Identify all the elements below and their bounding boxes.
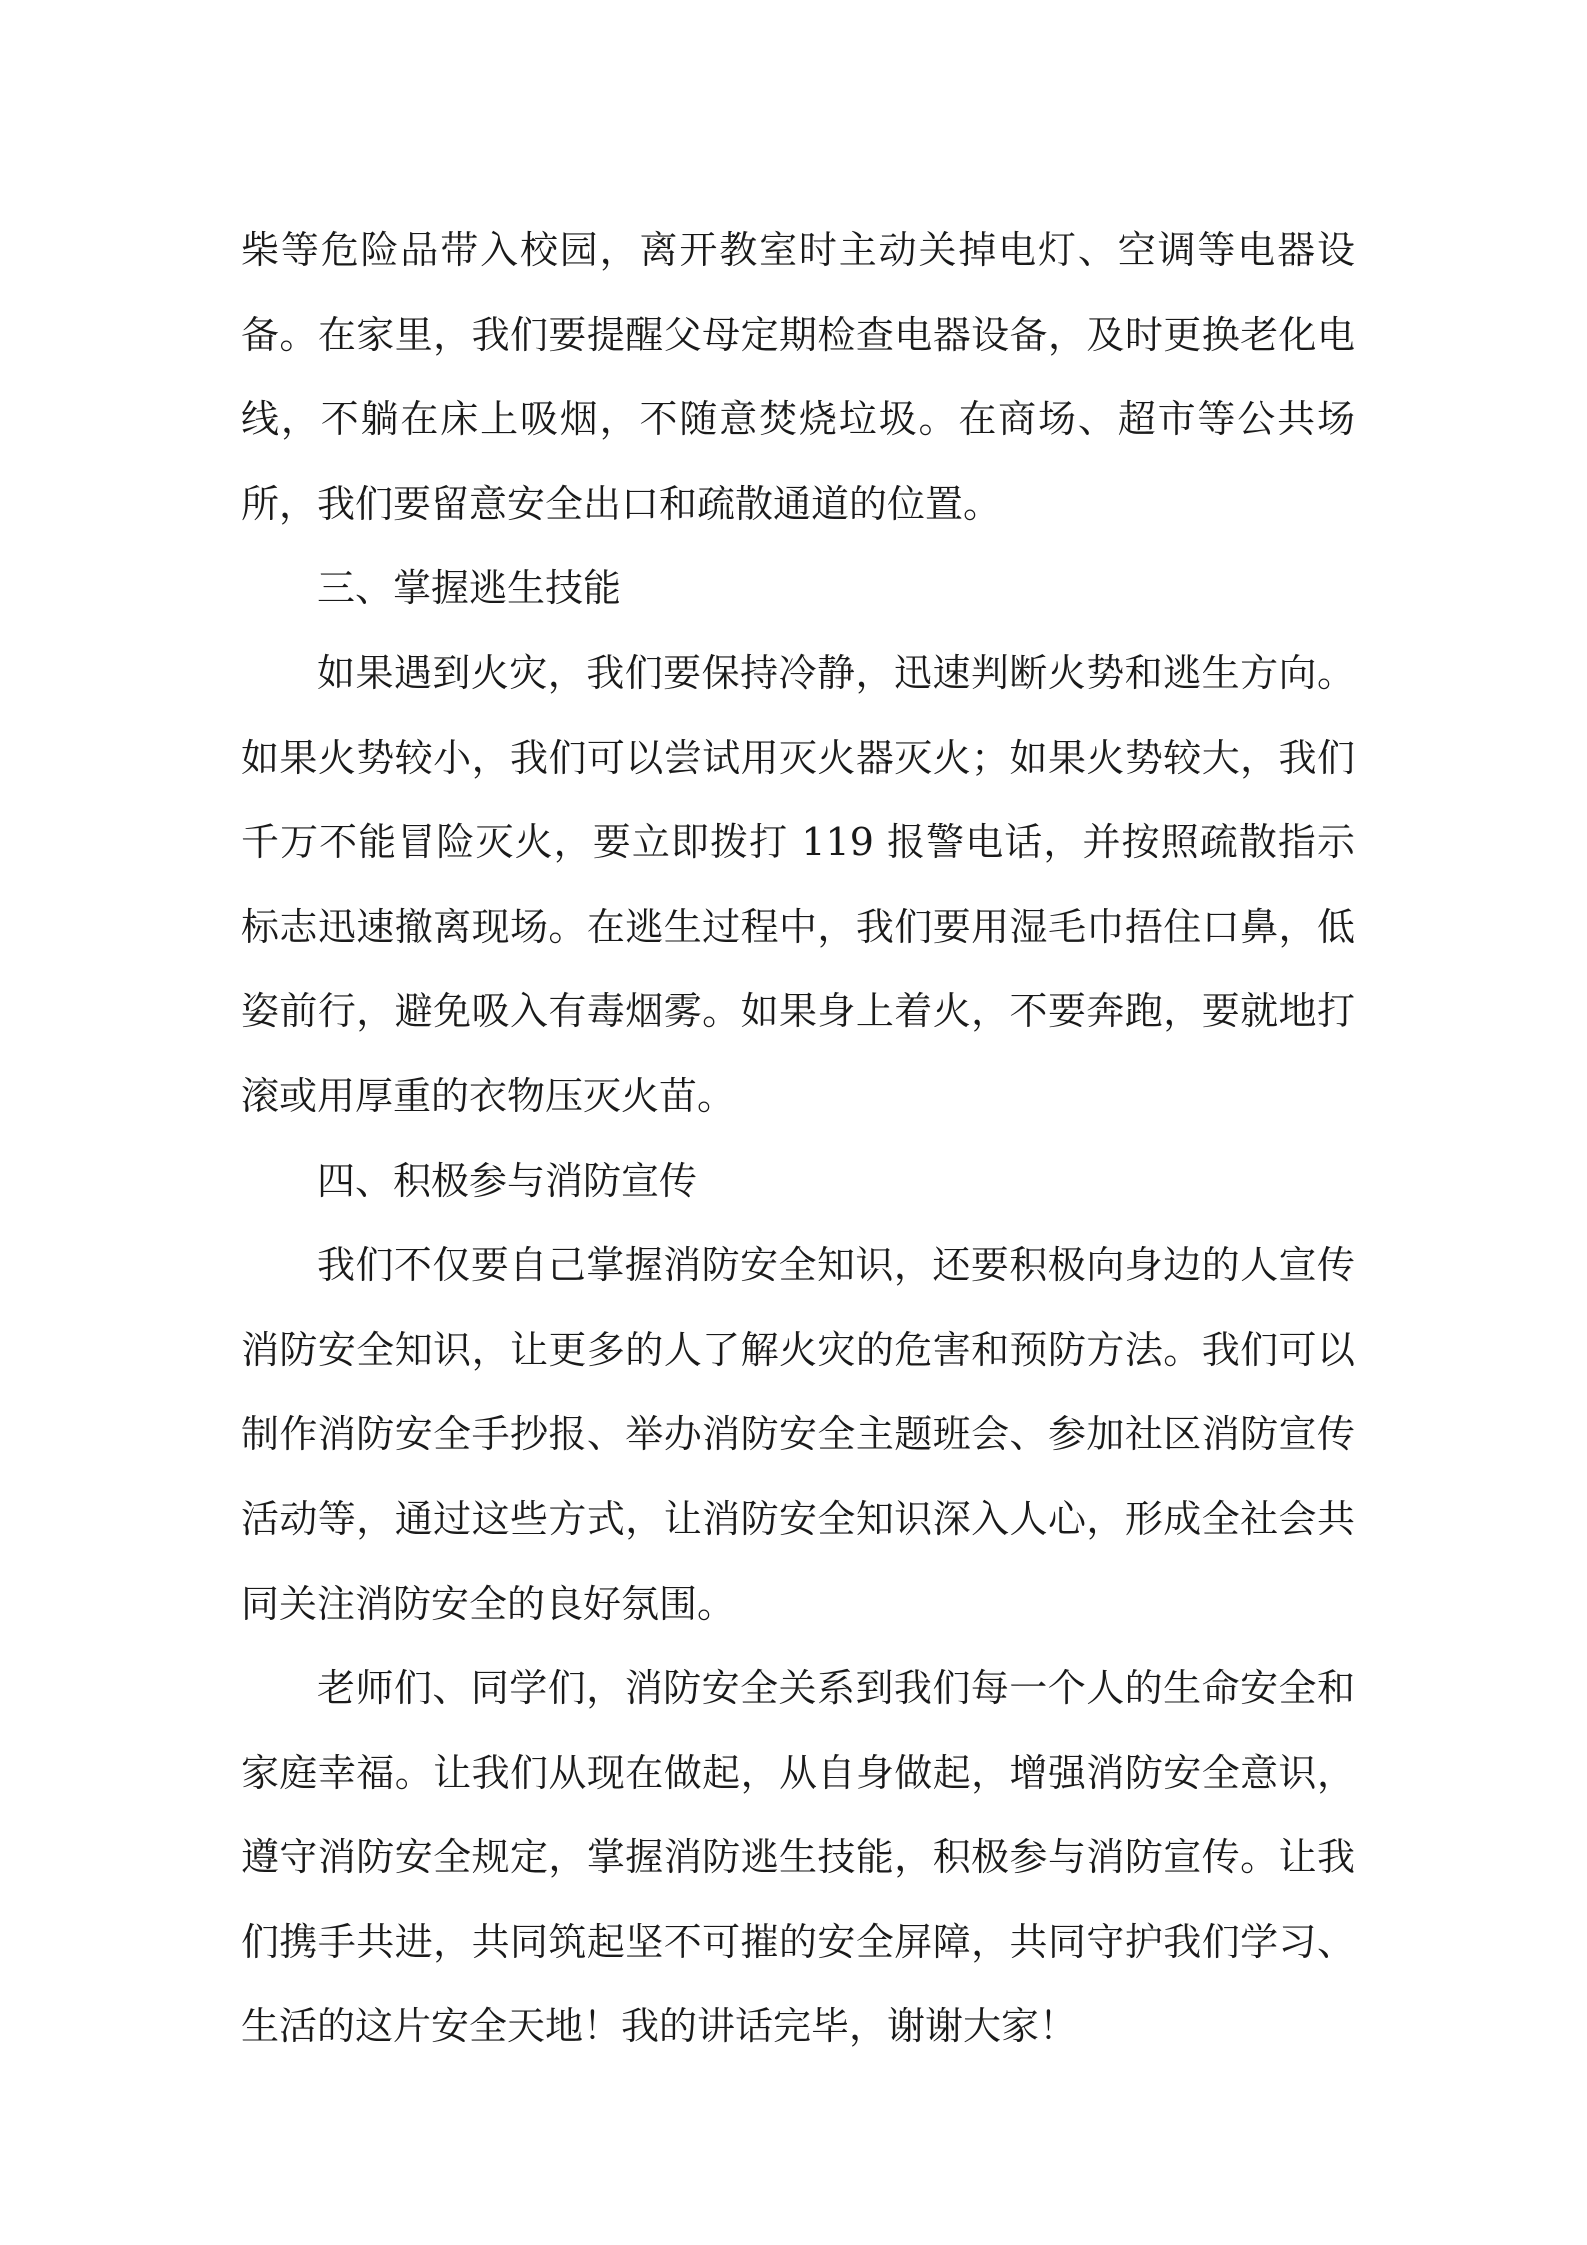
document-body xyxy=(241,208,1355,2069)
paragraph-continuation: 柴等危险品带入校园，离开教室时主动关掉电灯、空调等电器设备。在家里，我们要提醒父母定期检查电器设备，及时更换老化电线，不躺在床上吸烟，不随意焚烧垃圾。在商场、超市等公共场所，我们要留意安全出口和疏散通道的位置。 xyxy=(241,228,1355,526)
paragraph-escape-skills: 如果遇到火灾，我们要保持冷静，迅速判断火势和逃生方向。如果火势较小，我们可以尝试用灭火器灭火；如果火势较大，我们千万不能冒险灭火，要立即拨打 119 报警电话，并按照疏散指示标志迅速撤离现场。在逃生过程中，我们要用湿毛巾捂住口鼻，低姿前行，避免吸入有毒烟雾。如果身上着火，不要奔跑，要就地打滚或用厚重的衣物压灭火苗。 xyxy=(241,650,1355,1118)
paragraph-fire-publicity: 我们不仅要自己掌握消防安全知识，还要积极向身边的人宣传消防安全知识，让更多的人了解火灾的危害和预防方法。我们可以制作消防安全手抄报、举办消防安全主题班会、参加社区消防宣传活动等，通过这些方式，让消防安全知识深入人心，形成全社会共同关注消防安全的良好氛围。 xyxy=(241,1243,1355,1626)
section-heading-fire-publicity: 四、积极参与消防宣传 xyxy=(317,1158,698,1203)
section-heading-escape-skills: 三、掌握逃生技能 xyxy=(317,566,622,611)
paragraph-closing-remarks: 老师们、同学们，消防安全关系到我们每一个人的生命安全和家庭幸福。让我们从现在做起，从自身做起，增强消防安全意识，遵守消防安全规定，掌握消防逃生技能，积极参与消防宣传。让我们携手共进，共同筑起坚不可摧的安全屏障，共同守护我们学习、生活的这片安全天地！我的讲话完毕，谢谢大家！ xyxy=(241,1666,1355,2049)
